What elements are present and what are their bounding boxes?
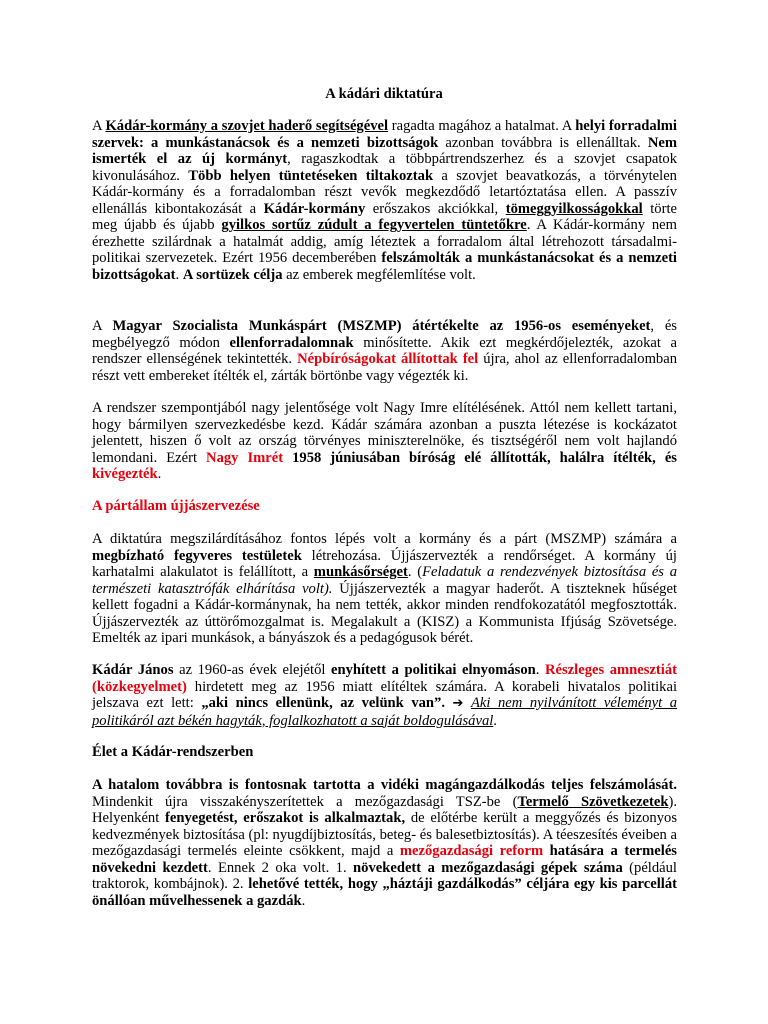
highlight: Kádár-kormány a szovjet haderő segítségével: [105, 118, 389, 134]
arrow-icon: ➔: [452, 696, 464, 711]
paragraph-nagy-imre: A rendszer szempontjából nagy jelentősége volt Nagy Imre elítélésének. Attól nem kellett tartani, hogy bármilyen szervezkedésbe kezd. Kádár számára azonban a puszta létezése is kockázatot jelentett, hiszen ő volt az ország törvényes miniszterelnöke, és tisztségéről nem volt hajlandó lemondani. Ezért Nagy Imrét 1958 júniusában bíróság elé állították, halálra ítélték, és kivégezték.: [92, 400, 677, 482]
paragraph-kadar-government: A Kádár-kormány a szovjet haderő segítségével ragadta magához a hatalmat. A helyi forradalmi szervek: a munkástanácsok és a nemzeti bizottságok azonban továbbra is ellenálltak. Nem ismerték el az új kormányt, ragaszkodtak a többpártrendszerhez és a szovjet csapatok kivonulásához. Több helyen tüntetéseken tiltakoztak a szovjet beavatkozás, a törvénytelen Kádár-kormány és a forradalomban részt vevők megkezdődő letartóztatása ellen. A passzív ellenállás kibontakozását a Kádár-kormány erőszakos akciókkal, tömeggyilkosságokkal törte meg újabb és újabb gyilkos sortűz zúdult a fegyvertelen tüntetőkre. A Kádár-kormány nem érezhette szilárdnak a hatalmát addig, amíg léteztek a forradalom által létrehozott társadalmi- politikai szervezetek. Ezért 1956 decemberében felszámolták a munkástanácsokat és a nemzeti bizottságokat. A sortüzek célja az emberek megfélemlítése volt.: [92, 118, 678, 283]
paragraph-agriculture: A hatalom továbbra is fontosnak tartotta a vidéki magángazdálkodás teljes felszámolását. Mindenkit újra visszakényszerítettek a mezőgazdasági TSZ-be (Termelő Szövetkezetek). Helyenként fenyegetést, erőszakot is alkalmaztak, de előtérbe került a meggyőzés és bizonyos kedvezmények biztosítása (pl: nyugdíjbiztosítás, beteg- és balesetbiztosítás). A téeszesítés éveiben a mezőgazdasági termelés eleinte csökkent, majd a mezőgazdasági reform hatására a termelés növekedni kezdett. Ennek 2 oka volt. 1. növekedett a mezőgazdasági gépek száma (például traktorok, kombájnok). 2. lehetővé tették, hogy „háztáji gazdálkodás” céljára egy kis parcellát önállóan művelhessenek a gazdák.: [92, 777, 678, 909]
page-title: A kádári diktatúra: [325, 86, 443, 102]
paragraph-mszmp: A Magyar Szocialista Munkáspárt (MSZMP) átértékelte az 1956-os eseményeket, és megbélyegző módon ellenforradalomnak minősítette. Akik ezt megkérdőjelezték, azokat a rendszer ellenségének tekintették. Népbíróságokat állítottak fel újra, ahol az ellenforradalomban részt vett embereket ítélték el, zárták börtönbe vagy végezték ki.: [92, 318, 678, 384]
section-heading-party-state: A pártállam újjászervezése: [92, 498, 260, 514]
section-heading-life: Élet a Kádár-rendszerben: [92, 744, 254, 760]
paragraph-kadar-janos: Kádár János az 1960-as évek elejétől enyhített a politikai elnyomáson. Részleges amnesztiát (közkegyelmet) hirdetett meg az 1956 miatt elítéltek számára. A korabeli hivatalos politikai jelszava ezt lett: „aki nincs ellenünk, az velünk van”. ➔ Aki nem nyilvánított véleményt a politikáról azt békén hagyták, foglalkozhatott a saját boldogulásával.: [92, 662, 678, 729]
paragraph-armed-forces: A diktatúra megszilárdításához fontos lépés volt a kormány és a párt (MSZMP) számára a megbízható fegyveres testületek létrehozása. Újjászervezték a rendőrséget. A kormány új karhatalmi alakulatot is felállított, a munkásőrséget. (Feladatuk a rendezvények biztosítása és a természeti katasztrófák elhárítása volt). Újjászervezték a magyar haderőt. A tiszteknek hűséget kellett fogadni a Kádár-kormánynak, ha nem tették, akkor minden rendfokozatától megfosztották. Újjászervezték az úttörőmozgalmat is. Megalakult a (KISZ) a Kommunista Ifjúság Szövetsége. Emelték az ipari munkások, a bányászok és a pedagógusok bérét.: [92, 531, 678, 646]
